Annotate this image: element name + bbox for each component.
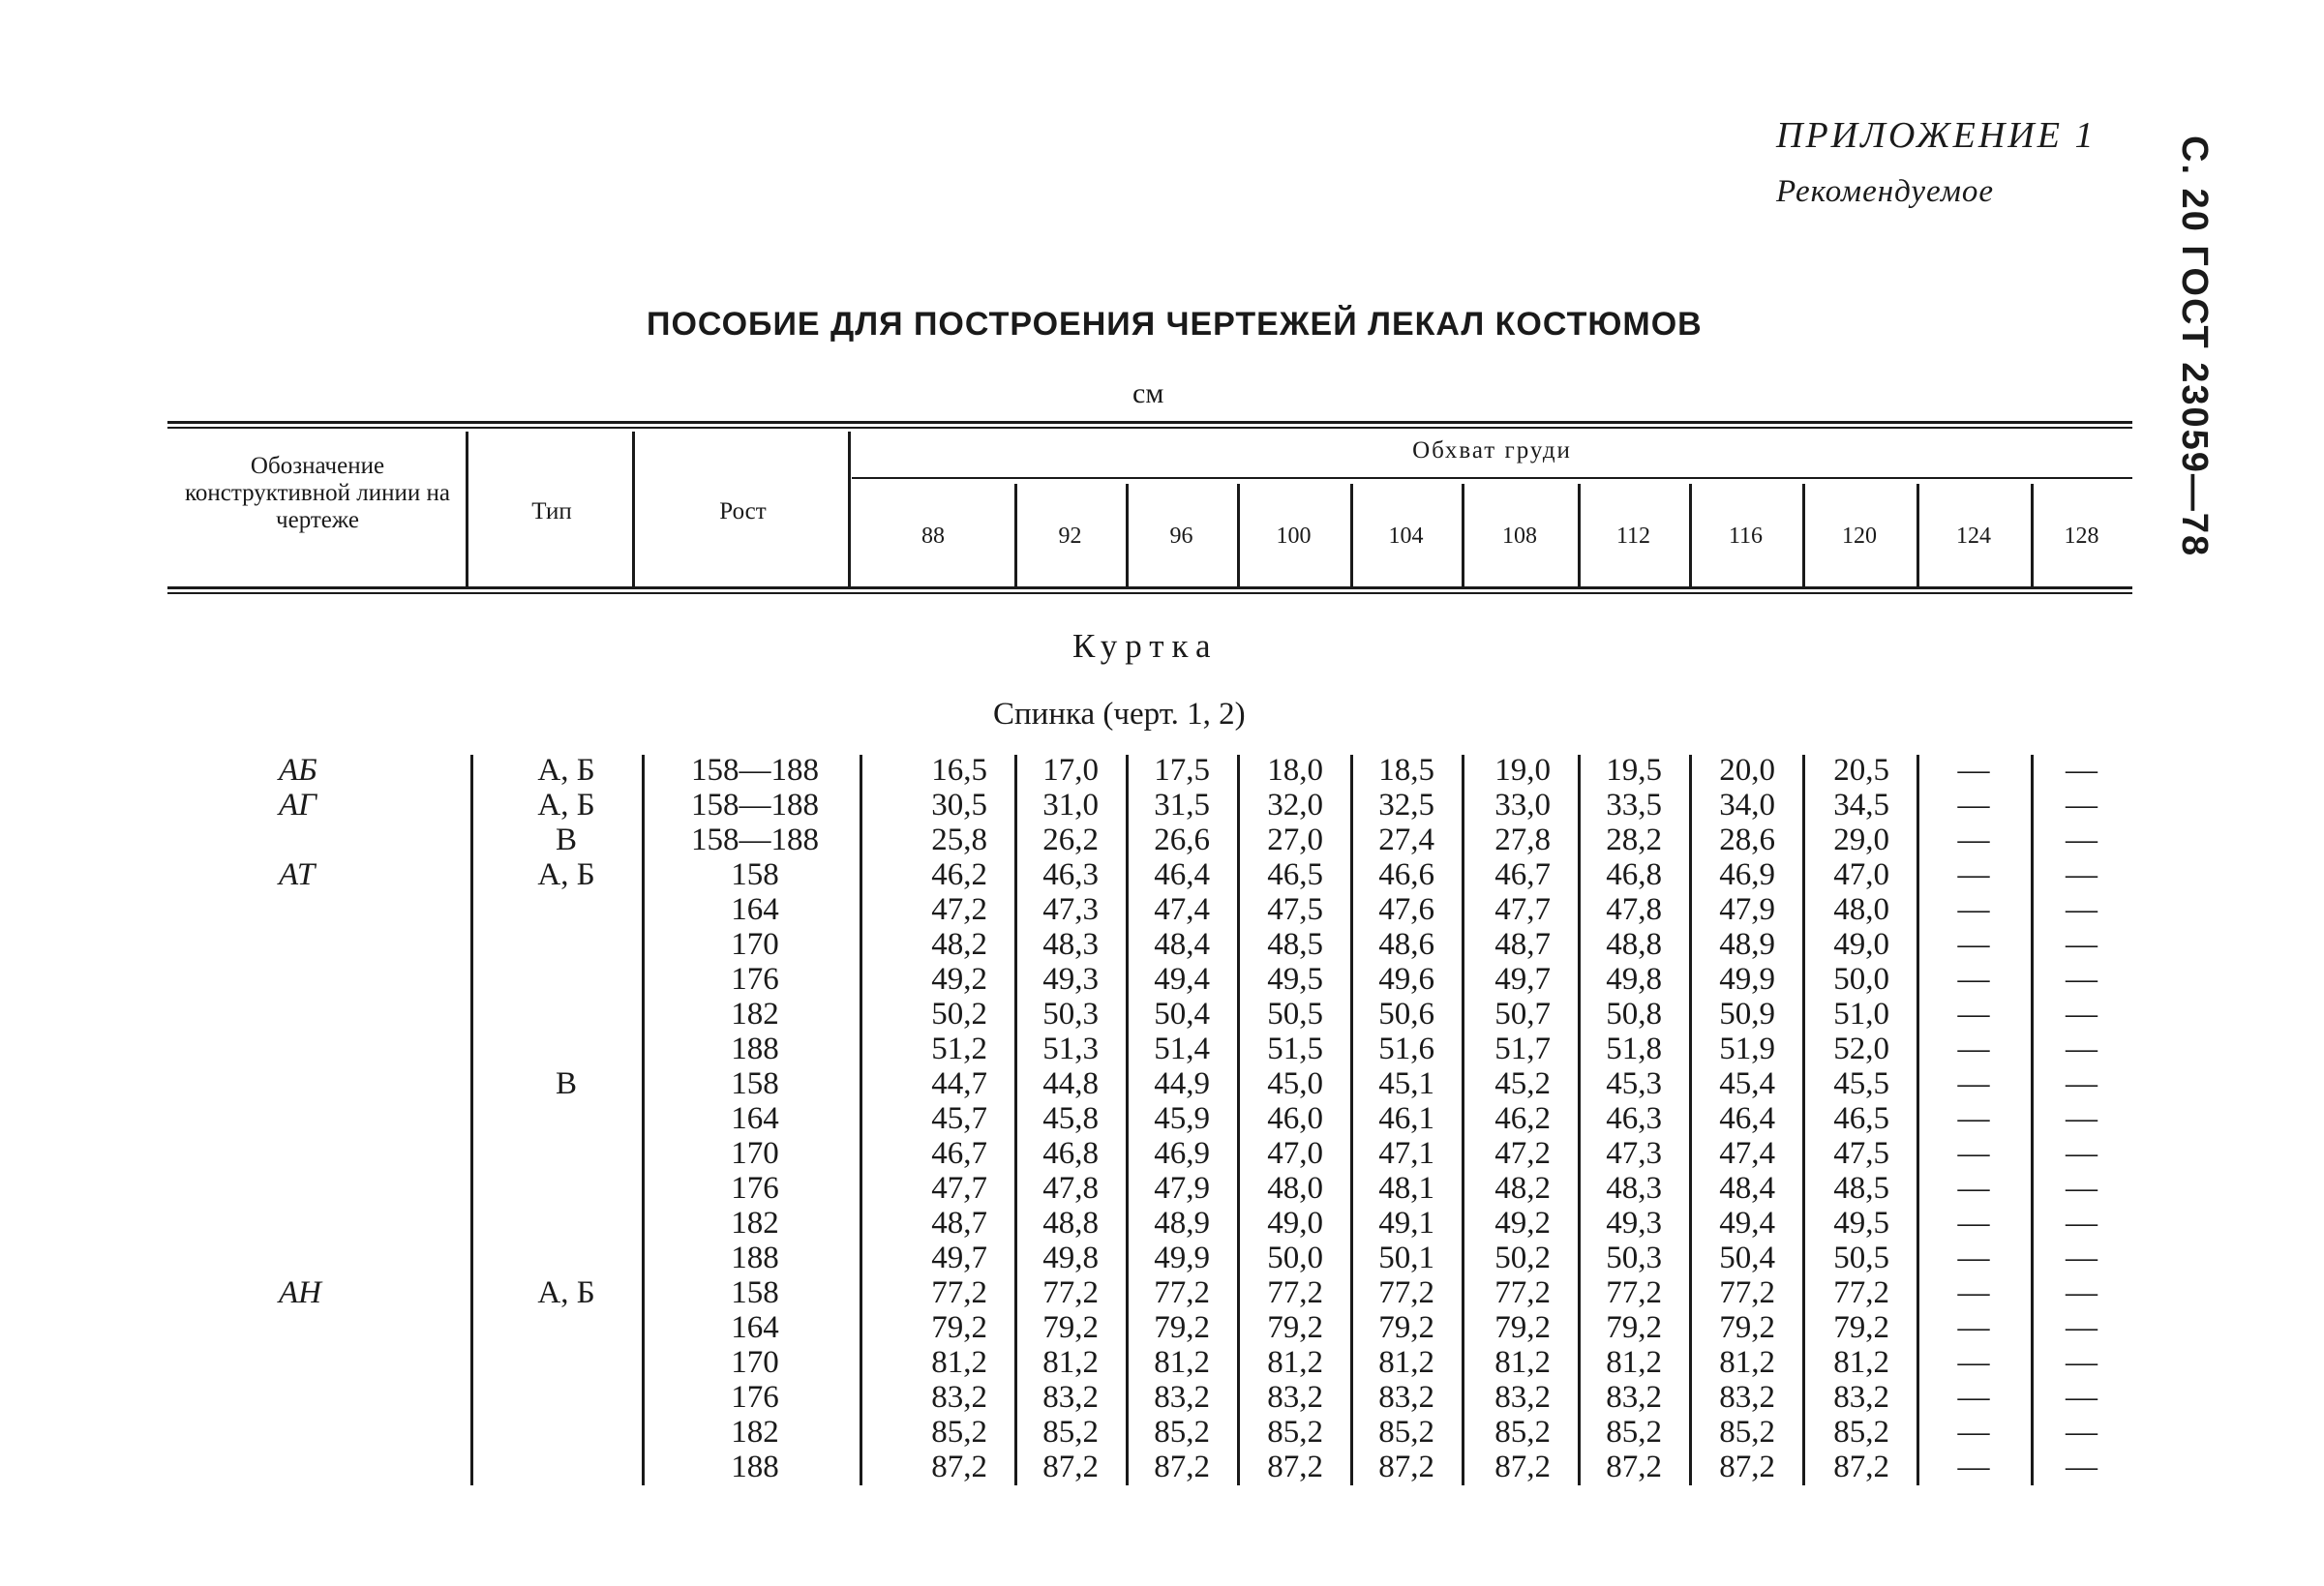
row-value: 51,0 bbox=[1833, 997, 1889, 1032]
row-value: — bbox=[1957, 1310, 1990, 1345]
row-value: 85,2 bbox=[931, 1415, 987, 1450]
row-value: — bbox=[1957, 962, 1990, 997]
row-value: 30,5 bbox=[931, 788, 987, 823]
row-value: 48,1 bbox=[1378, 1171, 1434, 1206]
row-value: 85,2 bbox=[1719, 1415, 1775, 1450]
row-value: 83,2 bbox=[1378, 1380, 1434, 1415]
row-value: 83,2 bbox=[1042, 1380, 1099, 1415]
row-value: 87,2 bbox=[931, 1450, 987, 1484]
row-value: — bbox=[1957, 1171, 1990, 1206]
row-value: 46,5 bbox=[1833, 1101, 1889, 1136]
chest-size-header: 104 bbox=[1388, 524, 1424, 549]
row-value: 48,0 bbox=[1833, 892, 1889, 927]
row-value: — bbox=[2066, 1310, 2098, 1345]
row-value: 50,1 bbox=[1378, 1241, 1434, 1275]
row-value: 32,5 bbox=[1378, 788, 1434, 823]
row-value: 17,5 bbox=[1154, 753, 1210, 788]
page-title: ПОСОБИЕ ДЛЯ ПОСТРОЕНИЯ ЧЕРТЕЖЕЙ ЛЕКАЛ КОСТЮМОВ bbox=[647, 306, 1703, 343]
row-value: — bbox=[1957, 753, 1990, 788]
row-height: 158—188 bbox=[691, 753, 819, 788]
row-value: 26,2 bbox=[1042, 823, 1099, 857]
row-value: 32,0 bbox=[1267, 788, 1323, 823]
row-value: 83,2 bbox=[1833, 1380, 1889, 1415]
row-value: 81,2 bbox=[1719, 1345, 1775, 1380]
row-value: 27,4 bbox=[1378, 823, 1434, 857]
chest-size-header: 128 bbox=[2064, 524, 2099, 549]
row-value: 49,7 bbox=[931, 1241, 987, 1275]
row-value: 50,4 bbox=[1154, 997, 1210, 1032]
row-value: 77,2 bbox=[1378, 1275, 1434, 1310]
row-height: 182 bbox=[731, 1415, 779, 1450]
row-value: — bbox=[2066, 857, 2098, 892]
row-value: 79,2 bbox=[1267, 1310, 1323, 1345]
row-height: 158 bbox=[731, 1275, 779, 1310]
row-height: 188 bbox=[731, 1032, 779, 1066]
header-divider bbox=[848, 432, 851, 586]
row-value: 77,2 bbox=[1154, 1275, 1210, 1310]
row-value: 19,0 bbox=[1494, 753, 1551, 788]
row-value: 49,7 bbox=[1494, 962, 1551, 997]
row-height: 176 bbox=[731, 1171, 779, 1206]
row-type: В bbox=[555, 823, 577, 857]
row-height: 164 bbox=[731, 1310, 779, 1345]
unit-label: см bbox=[1132, 377, 1164, 409]
row-value: 81,2 bbox=[1833, 1345, 1889, 1380]
row-value: 47,2 bbox=[931, 892, 987, 927]
row-value: — bbox=[1957, 1241, 1990, 1275]
row-value: 48,7 bbox=[931, 1206, 987, 1241]
row-value: 81,2 bbox=[1378, 1345, 1434, 1380]
row-value: — bbox=[2066, 753, 2098, 788]
row-type: А, Б bbox=[537, 857, 595, 892]
row-value: 45,7 bbox=[931, 1101, 987, 1136]
row-value: 48,2 bbox=[1494, 1171, 1551, 1206]
row-height: 158 bbox=[731, 1066, 779, 1101]
row-value: 49,5 bbox=[1833, 1206, 1889, 1241]
subsection-title: Спинка (черт. 1, 2) bbox=[993, 697, 1246, 732]
row-value: 33,5 bbox=[1606, 788, 1662, 823]
row-value: 48,2 bbox=[931, 927, 987, 962]
row-value: — bbox=[2066, 927, 2098, 962]
row-value: 44,9 bbox=[1154, 1066, 1210, 1101]
row-value: 47,5 bbox=[1833, 1136, 1889, 1171]
row-value: 51,3 bbox=[1042, 1032, 1099, 1066]
row-value: 46,9 bbox=[1719, 857, 1775, 892]
row-value: 46,2 bbox=[1494, 1101, 1551, 1136]
row-value: — bbox=[2066, 1241, 2098, 1275]
row-value: 46,8 bbox=[1042, 1136, 1099, 1171]
row-value: 49,3 bbox=[1042, 962, 1099, 997]
row-value: 51,4 bbox=[1154, 1032, 1210, 1066]
row-value: 46,6 bbox=[1378, 857, 1434, 892]
row-value: 45,5 bbox=[1833, 1066, 1889, 1101]
row-value: 49,9 bbox=[1154, 1241, 1210, 1275]
row-value: — bbox=[2066, 892, 2098, 927]
row-value: 46,1 bbox=[1378, 1101, 1434, 1136]
row-value: — bbox=[2066, 1066, 2098, 1101]
row-value: 49,4 bbox=[1719, 1206, 1775, 1241]
row-value: — bbox=[2066, 1206, 2098, 1241]
row-height: 170 bbox=[731, 1136, 779, 1171]
row-value: 47,7 bbox=[931, 1171, 987, 1206]
row-value: 45,3 bbox=[1606, 1066, 1662, 1101]
row-value: 46,3 bbox=[1042, 857, 1099, 892]
chest-size-header: 100 bbox=[1276, 524, 1312, 549]
row-value: 50,5 bbox=[1833, 1241, 1889, 1275]
table-top-rule bbox=[167, 421, 2132, 424]
row-value: 28,2 bbox=[1606, 823, 1662, 857]
row-value: 34,0 bbox=[1719, 788, 1775, 823]
row-value: — bbox=[2066, 1450, 2098, 1484]
row-value: 85,2 bbox=[1378, 1415, 1434, 1450]
row-value: 77,2 bbox=[1719, 1275, 1775, 1310]
row-value: 49,8 bbox=[1042, 1241, 1099, 1275]
row-value: 81,2 bbox=[1267, 1345, 1323, 1380]
row-value: 77,2 bbox=[1042, 1275, 1099, 1310]
row-value: 85,2 bbox=[1606, 1415, 1662, 1450]
row-value: — bbox=[1957, 1032, 1990, 1066]
row-height: 188 bbox=[731, 1241, 779, 1275]
row-value: 47,3 bbox=[1606, 1136, 1662, 1171]
row-value: 47,2 bbox=[1494, 1136, 1551, 1171]
header-bottom-rule bbox=[167, 586, 2132, 589]
row-value: — bbox=[2066, 788, 2098, 823]
chest-size-header: 92 bbox=[1058, 524, 1082, 549]
row-value: 49,6 bbox=[1378, 962, 1434, 997]
row-value: 31,0 bbox=[1042, 788, 1099, 823]
row-value: 85,2 bbox=[1494, 1415, 1551, 1450]
side-page-label: С. 20 ГОСТ 23059—78 bbox=[2174, 135, 2215, 558]
row-value: 46,5 bbox=[1267, 857, 1323, 892]
row-value: 46,2 bbox=[931, 857, 987, 892]
row-value: 48,3 bbox=[1042, 927, 1099, 962]
row-value: — bbox=[2066, 1032, 2098, 1066]
row-value: 49,8 bbox=[1606, 962, 1662, 997]
row-value: 48,6 bbox=[1378, 927, 1434, 962]
row-value: 47,0 bbox=[1267, 1136, 1323, 1171]
row-value: 51,8 bbox=[1606, 1032, 1662, 1066]
row-designation: АТ bbox=[279, 857, 316, 892]
row-value: 50,6 bbox=[1378, 997, 1434, 1032]
row-value: 33,0 bbox=[1494, 788, 1551, 823]
row-value: 81,2 bbox=[1154, 1345, 1210, 1380]
row-height: 164 bbox=[731, 892, 779, 927]
row-value: 48,5 bbox=[1267, 927, 1323, 962]
row-value: 48,8 bbox=[1606, 927, 1662, 962]
appendix-label: ПРИЛОЖЕНИЕ 1 bbox=[1776, 115, 2097, 156]
row-height: 182 bbox=[731, 997, 779, 1032]
row-value: 81,2 bbox=[1606, 1345, 1662, 1380]
row-value: 51,6 bbox=[1378, 1032, 1434, 1066]
row-value: 47,9 bbox=[1154, 1171, 1210, 1206]
row-value: 50,9 bbox=[1719, 997, 1775, 1032]
row-value: — bbox=[1957, 1345, 1990, 1380]
row-value: 20,0 bbox=[1719, 753, 1775, 788]
row-value: 51,9 bbox=[1719, 1032, 1775, 1066]
chest-size-header: 124 bbox=[1956, 524, 1991, 549]
row-value: 48,0 bbox=[1267, 1171, 1323, 1206]
row-value: 79,2 bbox=[1378, 1310, 1434, 1345]
row-value: 79,2 bbox=[1154, 1310, 1210, 1345]
row-height: 170 bbox=[731, 927, 779, 962]
row-value: 47,4 bbox=[1154, 892, 1210, 927]
row-value: 85,2 bbox=[1154, 1415, 1210, 1450]
row-value: 87,2 bbox=[1042, 1450, 1099, 1484]
row-value: 49,4 bbox=[1154, 962, 1210, 997]
section-title: Куртка bbox=[1072, 627, 1219, 665]
row-value: 48,5 bbox=[1833, 1171, 1889, 1206]
chest-girth-header: Обхват груди bbox=[1412, 437, 1572, 464]
row-value: 47,4 bbox=[1719, 1136, 1775, 1171]
recommended-label: Рекомендуемое bbox=[1776, 174, 1995, 209]
row-value: — bbox=[2066, 962, 2098, 997]
row-type: В bbox=[555, 1066, 577, 1101]
row-value: — bbox=[1957, 1380, 1990, 1415]
row-value: 50,0 bbox=[1267, 1241, 1323, 1275]
row-value: 48,4 bbox=[1719, 1171, 1775, 1206]
row-value: 29,0 bbox=[1833, 823, 1889, 857]
chest-size-header: 116 bbox=[1728, 524, 1764, 549]
row-value: 49,9 bbox=[1719, 962, 1775, 997]
row-value: 49,0 bbox=[1267, 1206, 1323, 1241]
row-designation: АН bbox=[279, 1275, 321, 1310]
row-type: А, Б bbox=[537, 788, 595, 823]
row-value: 48,4 bbox=[1154, 927, 1210, 962]
row-height: 158—188 bbox=[691, 823, 819, 857]
row-height: 158 bbox=[731, 857, 779, 892]
row-value: 83,2 bbox=[1154, 1380, 1210, 1415]
row-height: 176 bbox=[731, 1380, 779, 1415]
row-value: 47,8 bbox=[1606, 892, 1662, 927]
row-value: — bbox=[1957, 788, 1990, 823]
chest-size-header: 120 bbox=[1842, 524, 1877, 549]
row-value: 31,5 bbox=[1154, 788, 1210, 823]
row-value: 81,2 bbox=[1042, 1345, 1099, 1380]
row-value: 83,2 bbox=[1494, 1380, 1551, 1415]
row-value: 48,7 bbox=[1494, 927, 1551, 962]
chest-size-header: 112 bbox=[1615, 524, 1651, 549]
row-value: 48,9 bbox=[1154, 1206, 1210, 1241]
designation-header: Обозначение конструктивной линии на чертеже bbox=[185, 453, 450, 533]
row-value: 85,2 bbox=[1042, 1415, 1099, 1450]
row-value: 18,0 bbox=[1267, 753, 1323, 788]
chest-size-header: 88 bbox=[921, 524, 945, 549]
row-value: 50,7 bbox=[1494, 997, 1551, 1032]
header-bottom-rule-2 bbox=[167, 592, 2132, 594]
row-height: 170 bbox=[731, 1345, 779, 1380]
row-value: 34,5 bbox=[1833, 788, 1889, 823]
row-value: 83,2 bbox=[1267, 1380, 1323, 1415]
table-top-rule-2 bbox=[167, 427, 2132, 429]
row-value: 50,5 bbox=[1267, 997, 1323, 1032]
row-value: — bbox=[1957, 997, 1990, 1032]
row-value: 50,2 bbox=[931, 997, 987, 1032]
row-value: 44,7 bbox=[931, 1066, 987, 1101]
row-value: 47,5 bbox=[1267, 892, 1323, 927]
height-header: Рост bbox=[719, 498, 767, 524]
row-value: 27,8 bbox=[1494, 823, 1551, 857]
row-value: — bbox=[2066, 1275, 2098, 1310]
row-value: 50,0 bbox=[1833, 962, 1889, 997]
row-height: 176 bbox=[731, 962, 779, 997]
row-value: 87,2 bbox=[1833, 1450, 1889, 1484]
row-value: — bbox=[1957, 892, 1990, 927]
row-value: — bbox=[2066, 1136, 2098, 1171]
row-value: 51,5 bbox=[1267, 1032, 1323, 1066]
row-type: А, Б bbox=[537, 1275, 595, 1310]
chest-size-header: 108 bbox=[1502, 524, 1537, 549]
header-divider bbox=[466, 432, 468, 586]
row-value: 46,4 bbox=[1719, 1101, 1775, 1136]
row-value: 48,9 bbox=[1719, 927, 1775, 962]
row-value: 45,8 bbox=[1042, 1101, 1099, 1136]
row-value: 87,2 bbox=[1378, 1450, 1434, 1484]
row-value: 47,7 bbox=[1494, 892, 1551, 927]
row-value: 27,0 bbox=[1267, 823, 1323, 857]
row-value: 47,6 bbox=[1378, 892, 1434, 927]
row-value: 50,4 bbox=[1719, 1241, 1775, 1275]
row-value: 79,2 bbox=[1494, 1310, 1551, 1345]
row-value: 17,0 bbox=[1042, 753, 1099, 788]
row-value: 52,0 bbox=[1833, 1032, 1889, 1066]
row-value: 47,1 bbox=[1378, 1136, 1434, 1171]
row-value: 47,0 bbox=[1833, 857, 1889, 892]
row-value: 50,2 bbox=[1494, 1241, 1551, 1275]
row-value: 48,3 bbox=[1606, 1171, 1662, 1206]
row-value: — bbox=[1957, 823, 1990, 857]
row-value: — bbox=[1957, 1415, 1990, 1450]
row-designation: АБ bbox=[279, 753, 317, 788]
row-value: — bbox=[1957, 927, 1990, 962]
row-value: 79,2 bbox=[1719, 1310, 1775, 1345]
row-value: 16,5 bbox=[931, 753, 987, 788]
row-value: 49,1 bbox=[1378, 1206, 1434, 1241]
row-value: 77,2 bbox=[931, 1275, 987, 1310]
row-value: 51,2 bbox=[931, 1032, 987, 1066]
row-value: — bbox=[2066, 997, 2098, 1032]
row-value: 45,9 bbox=[1154, 1101, 1210, 1136]
chest-size-header: 96 bbox=[1169, 524, 1193, 549]
row-height: 182 bbox=[731, 1206, 779, 1241]
column-divider bbox=[470, 755, 473, 1485]
row-value: 18,5 bbox=[1378, 753, 1434, 788]
row-value: 81,2 bbox=[931, 1345, 987, 1380]
row-value: 48,8 bbox=[1042, 1206, 1099, 1241]
row-value: — bbox=[1957, 1066, 1990, 1101]
row-value: 79,2 bbox=[1042, 1310, 1099, 1345]
row-value: 47,8 bbox=[1042, 1171, 1099, 1206]
row-value: — bbox=[1957, 1206, 1990, 1241]
row-value: 49,0 bbox=[1833, 927, 1889, 962]
row-height: 164 bbox=[731, 1101, 779, 1136]
row-value: 49,5 bbox=[1267, 962, 1323, 997]
row-value: 51,7 bbox=[1494, 1032, 1551, 1066]
row-value: 77,2 bbox=[1267, 1275, 1323, 1310]
row-value: 46,3 bbox=[1606, 1101, 1662, 1136]
row-value: 46,0 bbox=[1267, 1101, 1323, 1136]
row-value: 50,3 bbox=[1606, 1241, 1662, 1275]
row-value: 46,8 bbox=[1606, 857, 1662, 892]
row-value: — bbox=[2066, 823, 2098, 857]
row-value: 19,5 bbox=[1606, 753, 1662, 788]
row-value: 46,7 bbox=[931, 1136, 987, 1171]
row-value: — bbox=[1957, 1136, 1990, 1171]
row-value: 83,2 bbox=[931, 1380, 987, 1415]
row-value: 87,2 bbox=[1494, 1450, 1551, 1484]
row-value: — bbox=[1957, 1275, 1990, 1310]
header-divider bbox=[632, 432, 635, 586]
row-value: 50,3 bbox=[1042, 997, 1099, 1032]
row-value: 87,2 bbox=[1719, 1450, 1775, 1484]
row-value: — bbox=[1957, 1450, 1990, 1484]
row-value: 83,2 bbox=[1606, 1380, 1662, 1415]
row-type: А, Б bbox=[537, 753, 595, 788]
row-height: 158—188 bbox=[691, 788, 819, 823]
row-value: 49,2 bbox=[1494, 1206, 1551, 1241]
row-value: 87,2 bbox=[1267, 1450, 1323, 1484]
row-value: 79,2 bbox=[1606, 1310, 1662, 1345]
row-value: 81,2 bbox=[1494, 1345, 1551, 1380]
row-value: — bbox=[1957, 1101, 1990, 1136]
row-value: — bbox=[2066, 1380, 2098, 1415]
row-value: — bbox=[2066, 1345, 2098, 1380]
row-designation: АГ bbox=[279, 788, 317, 823]
row-value: 79,2 bbox=[1833, 1310, 1889, 1345]
row-value: 45,2 bbox=[1494, 1066, 1551, 1101]
row-value: 87,2 bbox=[1606, 1450, 1662, 1484]
row-value: 49,2 bbox=[931, 962, 987, 997]
row-value: 47,9 bbox=[1719, 892, 1775, 927]
row-value: 85,2 bbox=[1267, 1415, 1323, 1450]
row-value: 47,3 bbox=[1042, 892, 1099, 927]
row-value: 46,9 bbox=[1154, 1136, 1210, 1171]
row-value: — bbox=[2066, 1415, 2098, 1450]
row-height: 188 bbox=[731, 1450, 779, 1484]
row-value: 45,1 bbox=[1378, 1066, 1434, 1101]
row-value: 46,4 bbox=[1154, 857, 1210, 892]
row-value: — bbox=[2066, 1101, 2098, 1136]
row-value: 45,4 bbox=[1719, 1066, 1775, 1101]
type-header: Тип bbox=[531, 498, 572, 524]
row-value: 44,8 bbox=[1042, 1066, 1099, 1101]
row-value: 28,6 bbox=[1719, 823, 1775, 857]
row-value: 77,2 bbox=[1494, 1275, 1551, 1310]
row-value: 20,5 bbox=[1833, 753, 1889, 788]
row-value: 46,7 bbox=[1494, 857, 1551, 892]
row-value: 83,2 bbox=[1719, 1380, 1775, 1415]
chest-girth-rule bbox=[852, 477, 2132, 479]
column-divider bbox=[642, 755, 645, 1485]
row-value: 25,8 bbox=[931, 823, 987, 857]
row-value: 50,8 bbox=[1606, 997, 1662, 1032]
row-value: 77,2 bbox=[1833, 1275, 1889, 1310]
row-value: 77,2 bbox=[1606, 1275, 1662, 1310]
row-value: — bbox=[1957, 857, 1990, 892]
row-value: 79,2 bbox=[931, 1310, 987, 1345]
row-value: 26,6 bbox=[1154, 823, 1210, 857]
row-value: 85,2 bbox=[1833, 1415, 1889, 1450]
row-value: 49,3 bbox=[1606, 1206, 1662, 1241]
row-value: 45,0 bbox=[1267, 1066, 1323, 1101]
row-value: 87,2 bbox=[1154, 1450, 1210, 1484]
row-value: — bbox=[2066, 1171, 2098, 1206]
